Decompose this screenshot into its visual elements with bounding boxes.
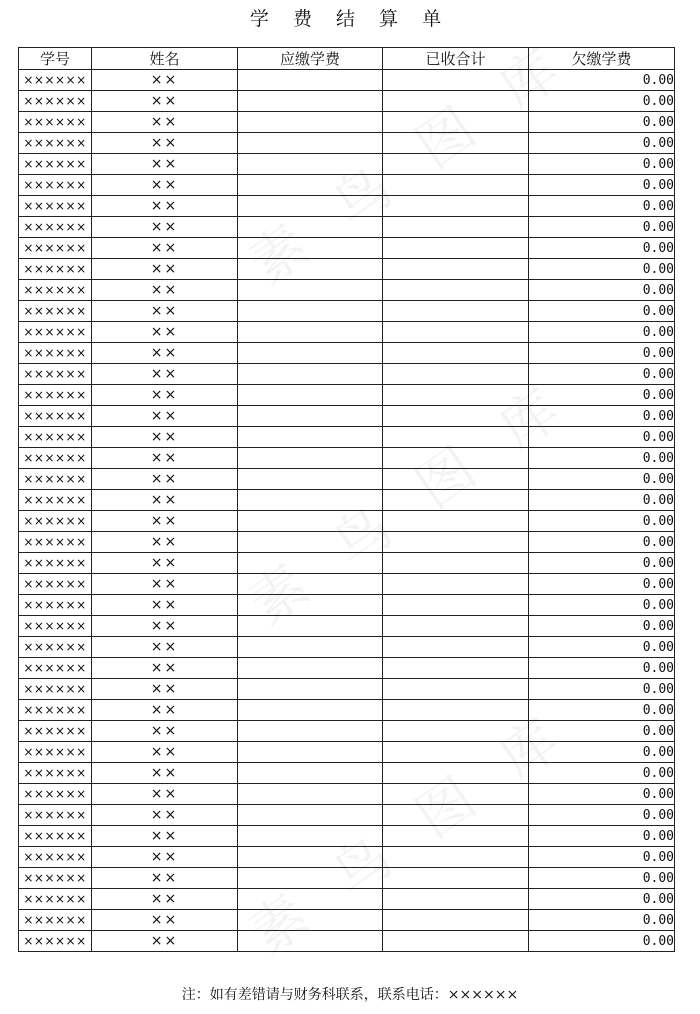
cell-total-received xyxy=(383,868,529,889)
cell-fee-due xyxy=(238,616,383,637)
cell-name: ×× xyxy=(92,721,238,742)
table-row xyxy=(19,742,675,763)
table-row xyxy=(19,889,675,910)
cell-name: ×× xyxy=(92,511,238,532)
cell-fee-due xyxy=(238,826,383,847)
cell-name: ×× xyxy=(92,931,238,952)
cell-total-received xyxy=(383,721,529,742)
column-header-name: 姓名 xyxy=(92,48,238,70)
cell-fee-due xyxy=(238,343,383,364)
cell-total-received xyxy=(383,889,529,910)
cell-fee-owed: 0.00 xyxy=(529,364,675,385)
cell-name: ×× xyxy=(92,490,238,511)
cell-fee-due xyxy=(238,763,383,784)
cell-fee-owed: 0.00 xyxy=(529,322,675,343)
cell-fee-owed: 0.00 xyxy=(529,217,675,238)
cell-name: ×× xyxy=(92,595,238,616)
cell-student-id: ×××××× xyxy=(19,301,92,322)
cell-student-id: ×××××× xyxy=(19,385,92,406)
cell-fee-due xyxy=(238,301,383,322)
cell-name: ×× xyxy=(92,448,238,469)
table-row xyxy=(19,700,675,721)
cell-fee-owed: 0.00 xyxy=(529,196,675,217)
cell-fee-due xyxy=(238,805,383,826)
cell-name: ×× xyxy=(92,532,238,553)
cell-name: ×× xyxy=(92,70,238,91)
cell-fee-owed: 0.00 xyxy=(529,721,675,742)
cell-total-received xyxy=(383,301,529,322)
table-row xyxy=(19,196,675,217)
cell-total-received xyxy=(383,196,529,217)
footer-note: 注：如有差错请与财务科联系，联系电话：×××××× xyxy=(181,987,519,1003)
cell-name: ×× xyxy=(92,889,238,910)
cell-total-received xyxy=(383,595,529,616)
cell-fee-owed: 0.00 xyxy=(529,910,675,931)
cell-fee-owed: 0.00 xyxy=(529,574,675,595)
cell-fee-due xyxy=(238,868,383,889)
cell-total-received xyxy=(383,259,529,280)
table-row xyxy=(19,154,675,175)
table-row xyxy=(19,511,675,532)
cell-fee-due xyxy=(238,511,383,532)
cell-student-id: ×××××× xyxy=(19,238,92,259)
cell-total-received xyxy=(383,70,529,91)
cell-fee-owed: 0.00 xyxy=(529,175,675,196)
cell-fee-due xyxy=(238,847,383,868)
cell-total-received xyxy=(383,91,529,112)
cell-name: ×× xyxy=(92,826,238,847)
cell-fee-owed: 0.00 xyxy=(529,847,675,868)
cell-fee-due xyxy=(238,637,383,658)
table-row xyxy=(19,364,675,385)
cell-fee-due xyxy=(238,91,383,112)
cell-student-id: ×××××× xyxy=(19,574,92,595)
cell-name: ×× xyxy=(92,406,238,427)
cell-fee-owed: 0.00 xyxy=(529,448,675,469)
table-row xyxy=(19,784,675,805)
cell-student-id: ×××××× xyxy=(19,469,92,490)
cell-student-id: ×××××× xyxy=(19,826,92,847)
cell-name: ×× xyxy=(92,175,238,196)
cell-name: ×× xyxy=(92,238,238,259)
cell-student-id: ×××××× xyxy=(19,637,92,658)
cell-student-id: ×××××× xyxy=(19,595,92,616)
cell-student-id: ×××××× xyxy=(19,742,92,763)
cell-student-id: ×××××× xyxy=(19,343,92,364)
cell-student-id: ×××××× xyxy=(19,679,92,700)
cell-total-received xyxy=(383,448,529,469)
cell-total-received xyxy=(383,658,529,679)
cell-fee-owed: 0.00 xyxy=(529,595,675,616)
cell-name: ×× xyxy=(92,133,238,154)
cell-student-id: ×××××× xyxy=(19,427,92,448)
table-row xyxy=(19,385,675,406)
table-body xyxy=(19,70,675,952)
table-row xyxy=(19,259,675,280)
cell-fee-due xyxy=(238,175,383,196)
cell-total-received xyxy=(383,490,529,511)
cell-student-id: ×××××× xyxy=(19,448,92,469)
cell-fee-owed: 0.00 xyxy=(529,280,675,301)
cell-name: ×× xyxy=(92,322,238,343)
cell-fee-owed: 0.00 xyxy=(529,637,675,658)
cell-student-id: ×××××× xyxy=(19,112,92,133)
cell-name: ×× xyxy=(92,553,238,574)
cell-fee-owed: 0.00 xyxy=(529,532,675,553)
cell-student-id: ×××××× xyxy=(19,154,92,175)
cell-fee-due xyxy=(238,133,383,154)
cell-total-received xyxy=(383,931,529,952)
cell-fee-owed: 0.00 xyxy=(529,616,675,637)
table-row xyxy=(19,322,675,343)
cell-total-received xyxy=(383,763,529,784)
cell-total-received xyxy=(383,805,529,826)
fee-table xyxy=(18,47,675,952)
cell-total-received xyxy=(383,133,529,154)
column-header-fee-owed: 欠缴学费 xyxy=(529,48,675,70)
cell-fee-owed: 0.00 xyxy=(529,406,675,427)
cell-total-received xyxy=(383,238,529,259)
cell-fee-due xyxy=(238,532,383,553)
cell-fee-due xyxy=(238,217,383,238)
table-row xyxy=(19,679,675,700)
cell-fee-owed: 0.00 xyxy=(529,469,675,490)
cell-fee-owed: 0.00 xyxy=(529,700,675,721)
cell-fee-due xyxy=(238,679,383,700)
cell-student-id: ×××××× xyxy=(19,280,92,301)
cell-fee-owed: 0.00 xyxy=(529,553,675,574)
table-row xyxy=(19,112,675,133)
cell-fee-due xyxy=(238,910,383,931)
cell-total-received xyxy=(383,826,529,847)
table-row xyxy=(19,805,675,826)
cell-name: ×× xyxy=(92,280,238,301)
table-row xyxy=(19,406,675,427)
cell-total-received xyxy=(383,553,529,574)
table-row xyxy=(19,238,675,259)
cell-fee-due xyxy=(238,742,383,763)
cell-total-received xyxy=(383,112,529,133)
table-row xyxy=(19,133,675,154)
cell-student-id: ×××××× xyxy=(19,658,92,679)
cell-total-received xyxy=(383,679,529,700)
cell-fee-owed: 0.00 xyxy=(529,238,675,259)
cell-student-id: ×××××× xyxy=(19,553,92,574)
table-row xyxy=(19,616,675,637)
cell-name: ×× xyxy=(92,427,238,448)
cell-name: ×× xyxy=(92,868,238,889)
cell-student-id: ×××××× xyxy=(19,133,92,154)
cell-name: ×× xyxy=(92,910,238,931)
cell-total-received xyxy=(383,343,529,364)
table-row xyxy=(19,175,675,196)
cell-fee-owed: 0.00 xyxy=(529,343,675,364)
table-row xyxy=(19,91,675,112)
cell-name: ×× xyxy=(92,784,238,805)
cell-fee-owed: 0.00 xyxy=(529,154,675,175)
table-row xyxy=(19,532,675,553)
cell-fee-owed: 0.00 xyxy=(529,133,675,154)
cell-student-id: ×××××× xyxy=(19,364,92,385)
cell-fee-owed: 0.00 xyxy=(529,784,675,805)
cell-total-received xyxy=(383,910,529,931)
cell-fee-owed: 0.00 xyxy=(529,868,675,889)
cell-fee-due xyxy=(238,784,383,805)
cell-fee-due xyxy=(238,196,383,217)
cell-student-id: ×××××× xyxy=(19,196,92,217)
cell-fee-owed: 0.00 xyxy=(529,742,675,763)
cell-fee-owed: 0.00 xyxy=(529,805,675,826)
cell-fee-due xyxy=(238,574,383,595)
cell-name: ×× xyxy=(92,637,238,658)
cell-name: ×× xyxy=(92,574,238,595)
cell-student-id: ×××××× xyxy=(19,322,92,343)
cell-student-id: ×××××× xyxy=(19,931,92,952)
cell-fee-due xyxy=(238,322,383,343)
cell-total-received xyxy=(383,175,529,196)
table-row xyxy=(19,763,675,784)
cell-fee-owed: 0.00 xyxy=(529,658,675,679)
cell-student-id: ×××××× xyxy=(19,847,92,868)
column-header-student-id: 学号 xyxy=(19,48,92,70)
table-row xyxy=(19,868,675,889)
table-row xyxy=(19,553,675,574)
cell-student-id: ×××××× xyxy=(19,616,92,637)
cell-name: ×× xyxy=(92,742,238,763)
cell-total-received xyxy=(383,700,529,721)
cell-fee-due xyxy=(238,448,383,469)
cell-student-id: ×××××× xyxy=(19,217,92,238)
cell-fee-owed: 0.00 xyxy=(529,490,675,511)
table-row xyxy=(19,595,675,616)
cell-total-received xyxy=(383,742,529,763)
cell-name: ×× xyxy=(92,700,238,721)
cell-total-received xyxy=(383,784,529,805)
cell-fee-due xyxy=(238,595,383,616)
table-row xyxy=(19,910,675,931)
cell-student-id: ×××××× xyxy=(19,700,92,721)
cell-fee-due xyxy=(238,364,383,385)
cell-name: ×× xyxy=(92,217,238,238)
cell-total-received xyxy=(383,280,529,301)
cell-total-received xyxy=(383,154,529,175)
cell-total-received xyxy=(383,364,529,385)
cell-fee-due xyxy=(238,112,383,133)
cell-fee-owed: 0.00 xyxy=(529,385,675,406)
table-row xyxy=(19,280,675,301)
cell-fee-due xyxy=(238,469,383,490)
cell-student-id: ×××××× xyxy=(19,784,92,805)
cell-fee-due xyxy=(238,700,383,721)
cell-fee-owed: 0.00 xyxy=(529,511,675,532)
cell-name: ×× xyxy=(92,469,238,490)
cell-name: ×× xyxy=(92,196,238,217)
cell-fee-owed: 0.00 xyxy=(529,826,675,847)
cell-student-id: ×××××× xyxy=(19,721,92,742)
cell-student-id: ×××××× xyxy=(19,910,92,931)
cell-total-received xyxy=(383,469,529,490)
cell-fee-due xyxy=(238,931,383,952)
cell-total-received xyxy=(383,532,529,553)
cell-total-received xyxy=(383,847,529,868)
cell-fee-owed: 0.00 xyxy=(529,931,675,952)
cell-fee-owed: 0.00 xyxy=(529,763,675,784)
cell-student-id: ×××××× xyxy=(19,763,92,784)
cell-fee-due xyxy=(238,154,383,175)
cell-total-received xyxy=(383,616,529,637)
cell-name: ×× xyxy=(92,259,238,280)
cell-student-id: ×××××× xyxy=(19,70,92,91)
cell-fee-due xyxy=(238,280,383,301)
column-header-total-received: 已收合计 xyxy=(383,48,529,70)
table-row xyxy=(19,847,675,868)
cell-name: ×× xyxy=(92,154,238,175)
table-row xyxy=(19,721,675,742)
cell-name: ×× xyxy=(92,805,238,826)
cell-name: ×× xyxy=(92,364,238,385)
cell-name: ×× xyxy=(92,679,238,700)
cell-fee-owed: 0.00 xyxy=(529,259,675,280)
header-row xyxy=(19,48,675,70)
page-title: 学 费 结 算 单 xyxy=(249,8,451,30)
cell-student-id: ×××××× xyxy=(19,91,92,112)
cell-total-received xyxy=(383,511,529,532)
table-row xyxy=(19,217,675,238)
cell-total-received xyxy=(383,637,529,658)
cell-total-received xyxy=(383,217,529,238)
cell-name: ×× xyxy=(92,301,238,322)
cell-fee-due xyxy=(238,658,383,679)
cell-student-id: ×××××× xyxy=(19,259,92,280)
table-row xyxy=(19,637,675,658)
table-row xyxy=(19,427,675,448)
cell-fee-owed: 0.00 xyxy=(529,427,675,448)
cell-name: ×× xyxy=(92,616,238,637)
cell-total-received xyxy=(383,406,529,427)
cell-fee-due xyxy=(238,406,383,427)
cell-total-received xyxy=(383,322,529,343)
table-row xyxy=(19,574,675,595)
table-row xyxy=(19,448,675,469)
cell-name: ×× xyxy=(92,385,238,406)
cell-student-id: ×××××× xyxy=(19,511,92,532)
cell-fee-due xyxy=(238,889,383,910)
cell-fee-owed: 0.00 xyxy=(529,112,675,133)
cell-fee-owed: 0.00 xyxy=(529,70,675,91)
cell-student-id: ×××××× xyxy=(19,889,92,910)
cell-fee-due xyxy=(238,553,383,574)
cell-student-id: ×××××× xyxy=(19,868,92,889)
cell-student-id: ×××××× xyxy=(19,406,92,427)
table-row xyxy=(19,301,675,322)
cell-fee-owed: 0.00 xyxy=(529,301,675,322)
cell-name: ×× xyxy=(92,763,238,784)
cell-fee-owed: 0.00 xyxy=(529,889,675,910)
table-row xyxy=(19,826,675,847)
cell-fee-owed: 0.00 xyxy=(529,679,675,700)
cell-name: ×× xyxy=(92,658,238,679)
cell-fee-due xyxy=(238,385,383,406)
cell-name: ×× xyxy=(92,343,238,364)
cell-name: ×× xyxy=(92,91,238,112)
cell-fee-owed: 0.00 xyxy=(529,91,675,112)
cell-total-received xyxy=(383,427,529,448)
cell-name: ×× xyxy=(92,847,238,868)
cell-fee-due xyxy=(238,70,383,91)
cell-fee-due xyxy=(238,721,383,742)
cell-student-id: ×××××× xyxy=(19,175,92,196)
cell-student-id: ×××××× xyxy=(19,805,92,826)
table-row xyxy=(19,658,675,679)
table-row xyxy=(19,343,675,364)
table-row xyxy=(19,490,675,511)
table-row xyxy=(19,931,675,952)
cell-total-received xyxy=(383,574,529,595)
cell-fee-due xyxy=(238,490,383,511)
cell-name: ×× xyxy=(92,112,238,133)
cell-student-id: ×××××× xyxy=(19,532,92,553)
cell-student-id: ×××××× xyxy=(19,490,92,511)
cell-fee-due xyxy=(238,238,383,259)
cell-total-received xyxy=(383,385,529,406)
cell-fee-due xyxy=(238,259,383,280)
column-header-fee-due: 应缴学费 xyxy=(238,48,383,70)
table-row xyxy=(19,469,675,490)
table-row xyxy=(19,70,675,91)
cell-fee-due xyxy=(238,427,383,448)
